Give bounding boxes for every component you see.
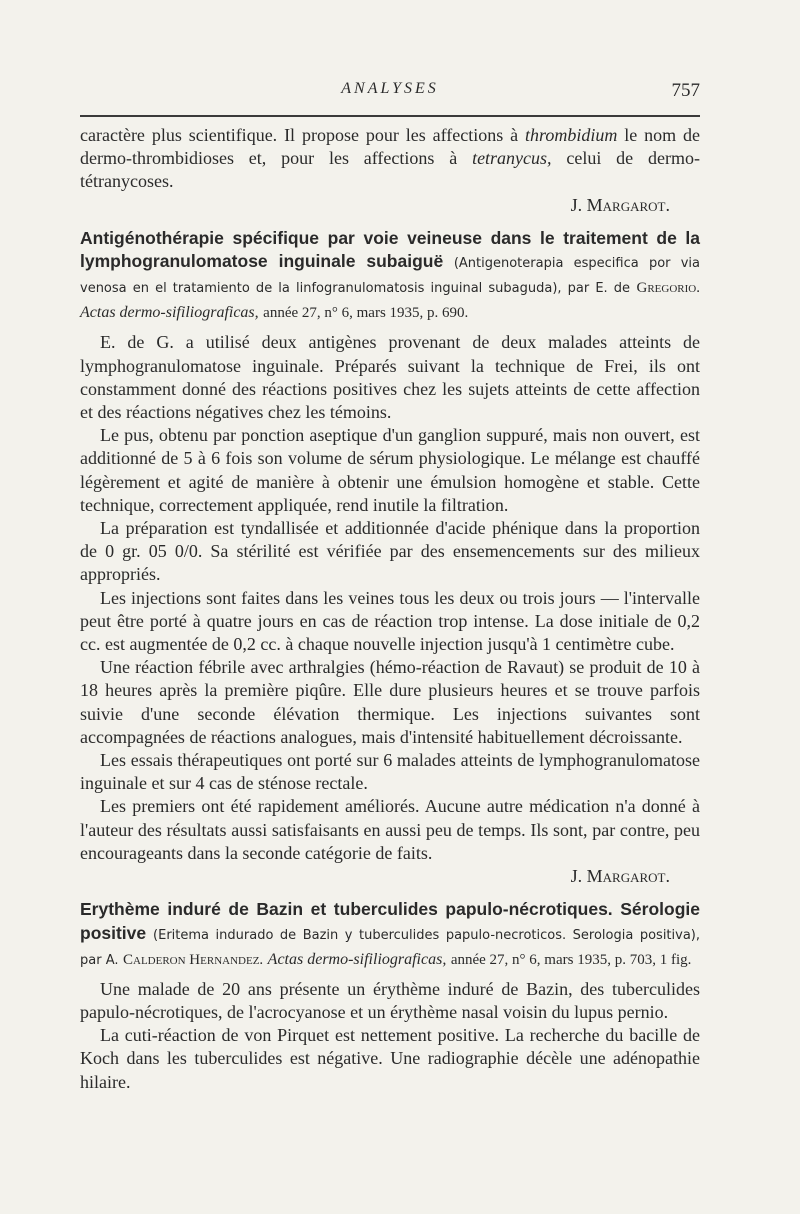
intro-text: le nom de dermo-thrombidioses et, pour les affections à bbox=[80, 125, 700, 169]
intro-paragraph bbox=[80, 124, 700, 217]
article-title: Antigénothérapie spécifique par voie veineuse dans le traitement de la lymphogranulomatose inguinale subaiguë bbox=[80, 227, 700, 272]
article-paragraph: Une malade de 20 ans présente un érythème induré de Bazin, des tuberculides papulo-nécrotiques, de l'acrocyanose et un érythème nasal voisin du lupus pernio. bbox=[80, 978, 700, 1022]
article-paragraph: La cuti-réaction de von Pirquet est nettement positive. La recherche du bacille de Koch dans les tuberculides est négative. Une radiographie décèle une adénopathie hilaire. bbox=[80, 1025, 700, 1092]
article-paragraph-text: Les premiers ont été rapidement améliorés. Aucune autre médication n'a donné à l'auteur des résultats aussi satisfaisants en aussi peu de temps. Ils sont, par contre, peu encourageants dans la seconde catégorie de faits. bbox=[80, 796, 700, 863]
article-paragraph: La préparation est tyndallisée et additionnée d'acide phénique dans la proportion de 0 gr. 05 0/0. Sa stérilité est vérifiée par des ensemencements sur des milieux appropriés. bbox=[80, 518, 700, 585]
header-rule bbox=[80, 115, 700, 117]
article-1 bbox=[80, 227, 700, 888]
article-paragraph bbox=[80, 795, 700, 888]
intro-taxon: thrombidium bbox=[525, 125, 618, 145]
signature: J. Margarot. bbox=[570, 194, 670, 215]
article-paragraph: Le pus, obtenu par ponction aseptique d'un ganglion suppuré, mais non ouvert, est additionné de 5 à 6 fois son volume de sérum physiologique. Le mélange est chauffé légèrement et agité de manière à obtenir une émulsion homogène et stable. Cette technique, correctement appliquée, rend inutile la filtration. bbox=[80, 425, 700, 515]
article-1-heading bbox=[80, 227, 700, 326]
intro-taxon: tetranycus, bbox=[472, 148, 552, 169]
page-header bbox=[80, 80, 700, 104]
running-title: ANALYSES bbox=[341, 80, 439, 97]
article-author: Calderon Hernandez. bbox=[123, 951, 264, 968]
page-number: 757 bbox=[671, 80, 700, 101]
intro-text: celui de dermo-tétranycoses. bbox=[80, 148, 700, 192]
article-title: Erythème induré de Bazin et tuberculides papulo-nécrotiques. Sérologie positive bbox=[80, 899, 700, 943]
article-paragraph: Une réaction fébrile avec arthralgies (hémo-réaction de Ravaut) se produit de 10 à 18 heures après la première piqûre. Elle dure plusieurs heures et se trouve parfois suivie d'une seconde élévation thermique. Les injections suivantes sont accompagnées de réactions analogues, mais d'intensité habituellement décroissante. bbox=[80, 657, 700, 747]
spanish-title: (Eritema indurado de Bazin y tuberculides papulo-necroticos. Serologia positiva), par A. bbox=[80, 927, 701, 968]
journal-reference: année 27, n° 6, mars 1935, p. 690. bbox=[263, 305, 469, 322]
article-paragraph: Les essais thérapeutiques ont porté sur 6 malades atteints de lymphogranulomatose inguinale et sur 4 cas de sténose rectale. bbox=[80, 750, 700, 794]
journal-name: Actas dermo-sifiliograficas, bbox=[267, 950, 447, 968]
article-paragraph: E. de G. a utilisé deux antigènes provenant de deux malades atteints de lymphogranulomatose inguinale. Préparés suivant la technique de Frei, ils ont constamment donné des réactions positives chez les sujets atteints de cette affection et des réactions négatives chez les témoins. bbox=[80, 332, 700, 423]
article-2-heading bbox=[80, 898, 700, 971]
article-author: Gregorio. bbox=[636, 280, 700, 297]
journal-name: Actas dermo-sifiliograficas, bbox=[80, 304, 259, 322]
journal-reference: année 27, n° 6, mars 1935, p. 703, 1 fig. bbox=[450, 951, 692, 968]
signature: J. Margarot. bbox=[570, 866, 670, 887]
page-body bbox=[80, 124, 700, 1094]
spanish-title: (Antigenoterapia especifica por via venosa en el tratamiento de la linfogranulomatosis inguinal subaguda), par E. de bbox=[80, 256, 700, 297]
intro-text: caractère plus scientifique. Il propose pour les affections à bbox=[80, 125, 525, 145]
article-2 bbox=[80, 898, 700, 1093]
article-paragraph: Les injections sont faites dans les veines tous les deux ou trois jours — l'intervalle peut être porté à quatre jours en cas de réaction trop intense. La dose initiale de 0,2 cc. est augmentée de 0,2 cc. à chaque nouvelle injection jusqu'à 1 centimètre cube. bbox=[80, 587, 700, 655]
